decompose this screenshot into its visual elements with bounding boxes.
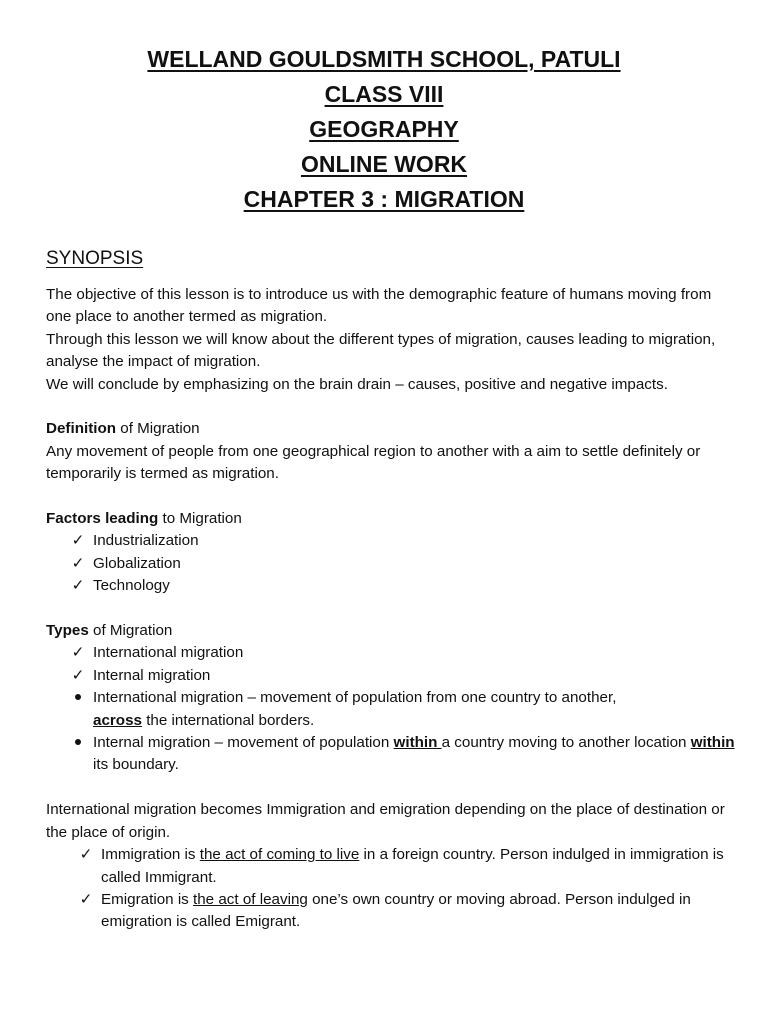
factors-heading: Factors leading to Migration <box>46 510 242 528</box>
list-item: ✓ International migration <box>46 642 736 664</box>
types-heading: Types of Migration <box>46 622 173 640</box>
work-title: ONLINE WORK <box>300 151 468 177</box>
list-item: International migration – movement of population from one country to another, across the international borders. <box>46 687 736 732</box>
definition-heading: Definition of Migration <box>46 420 200 438</box>
synopsis-paragraph-3: We will conclude by emphasizing on the brain drain – causes, positive and negative impacts. <box>46 375 668 393</box>
list-item: ✓ Globalization <box>46 553 736 575</box>
subject-title: GEOGRAPHY <box>309 116 459 142</box>
list-item: Internal migration – movement of population within a country moving to another location within its boundary. <box>46 732 736 777</box>
list-item: ✓ Emigration is the act of leaving one’s own country or moving abroad. Person indulged in emigration is called Emigrant. <box>79 890 691 931</box>
definition-text: Any movement of people from one geographical region to another with a aim to settle definitely or temporarily is termed as migration. <box>46 442 701 483</box>
checkmark-icon: ✓ <box>71 644 85 662</box>
checkmark-icon: ✓ <box>79 890 93 908</box>
class-title: CLASS VIII <box>324 81 444 107</box>
synopsis-paragraph-1: The objective of this lesson is to introduce us with the demographic feature of humans moving from one place to another termed as migration. <box>46 286 712 326</box>
synopsis-heading: SYNOPSIS <box>46 248 144 269</box>
chapter-title: CHAPTER 3 : MIGRATION <box>243 186 525 212</box>
school-name: WELLAND GOULDSMITH SCHOOL, PATULI <box>147 46 621 72</box>
checkmark-icon: ✓ <box>71 554 85 572</box>
checkmark-icon: ✓ <box>71 532 85 550</box>
checkmark-icon: ✓ <box>71 577 85 595</box>
synopsis-paragraph-2: Through this lesson we will know about the different types of migration, causes leading to migration, analyse the impact of migration. <box>46 330 716 371</box>
list-item: ✓ Technology <box>46 575 736 597</box>
bullet-icon <box>70 732 86 754</box>
checkmark-icon: ✓ <box>71 666 85 684</box>
bullet-icon <box>70 687 86 709</box>
international-migration-text: International migration becomes Immigration and emigration depending on the place of destination or the place of origin. <box>46 801 725 841</box>
list-item: ✓ Immigration is the act of coming to live in a foreign country. Person indulged in immigration is called Immigrant. <box>79 846 724 886</box>
checkmark-icon: ✓ <box>79 846 93 864</box>
list-item: ✓ Internal migration <box>46 665 736 687</box>
document-header <box>0 42 768 217</box>
document-body <box>46 284 736 934</box>
list-item: ✓ Industrialization <box>46 530 736 552</box>
